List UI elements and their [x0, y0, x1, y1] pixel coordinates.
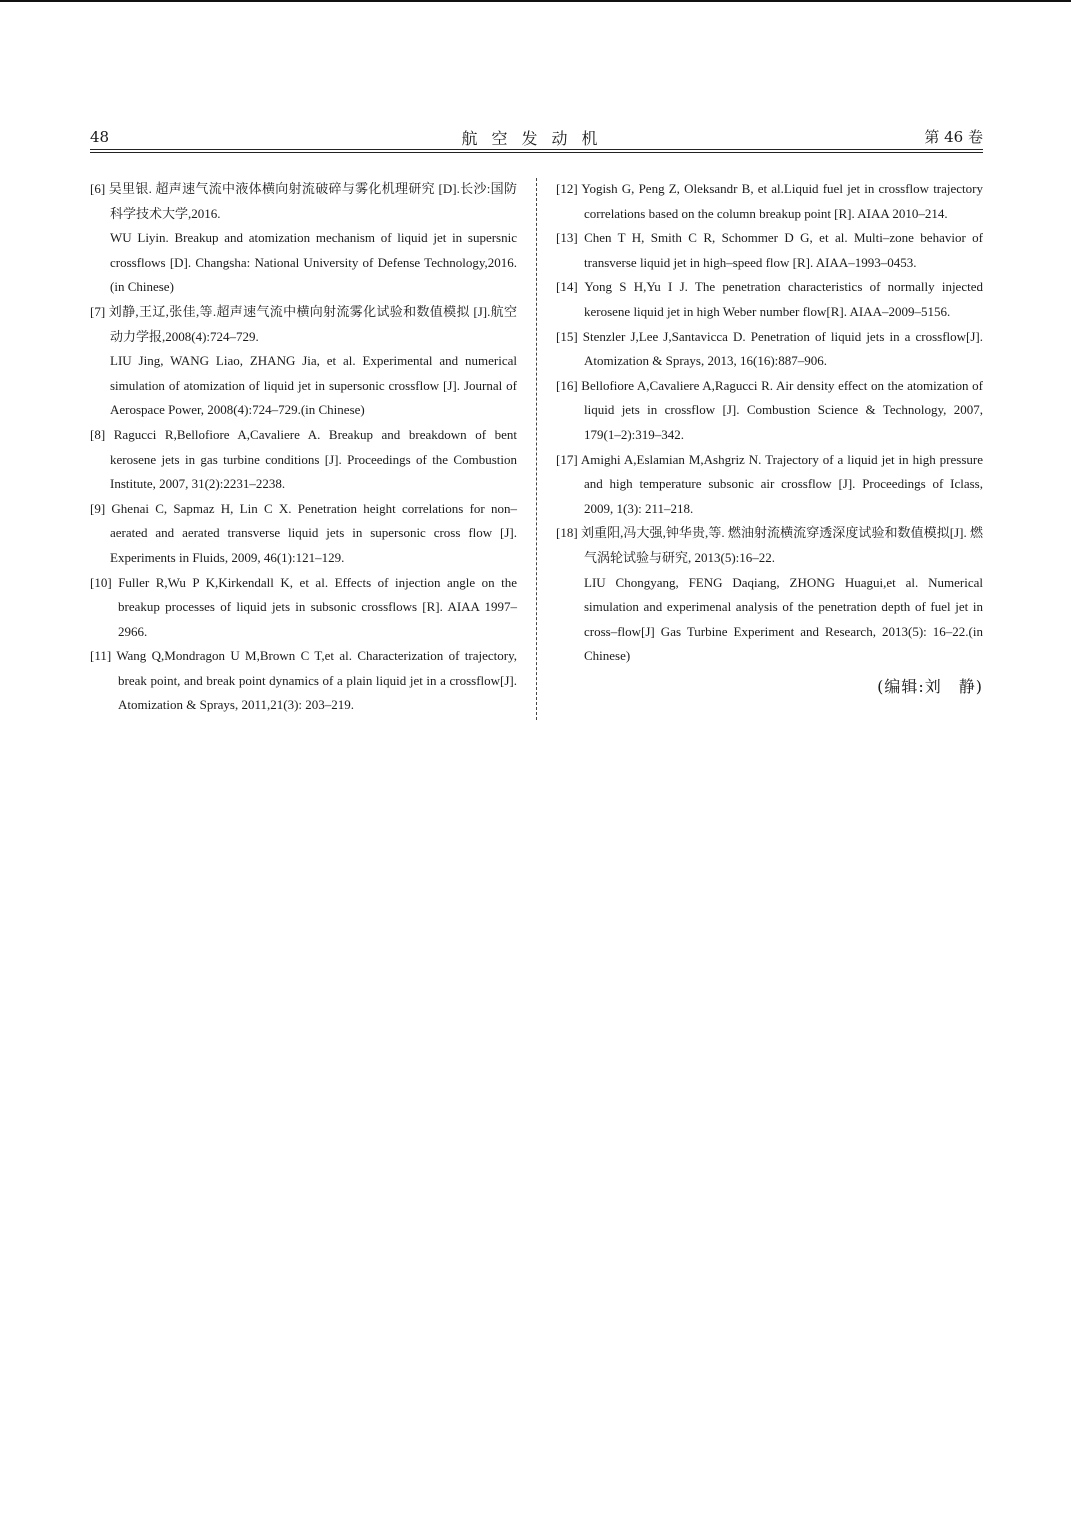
page-number: 48: [90, 128, 110, 146]
column-divider: [536, 178, 537, 720]
running-header: [90, 122, 983, 150]
volume-label: 第 46 卷: [924, 128, 983, 146]
ref-text: Yogish G, Peng Z, Oleksandr B, et al.Liquid fuel jet in crossflow trajectory correlations based on the column breakup point [R]. AIAA 2010–214.: [581, 181, 984, 221]
ref-number: [9]: [90, 500, 106, 516]
ref-english: LIU Chongyang, FENG Daqiang, ZHONG Huagui,et al. Numerical simulation and experimenal analysis of the penetration depth of fuel jet in cross–flow[J] Gas Turbine Experiment and Research, 2013(5): 16–22.(in Chinese): [584, 574, 983, 664]
header-rule-secondary: [90, 152, 983, 153]
references-left-column: [90, 177, 517, 718]
ref-text: Ragucci R,Bellofiore A,Cavaliere A. Breakup and breakdown of bent kerosene jets in gas turbine conditions [J]. Proceedings of the Combustion Institute, 2007, 31(2):2231–2238.: [110, 426, 517, 492]
reference-6: [90, 177, 517, 300]
ref-text: Chen T H, Smith C R, Schommer D G, et al. Multi–zone behavior of transverse liquid jet in high–speed flow [R]. AIAA–1993–0453.: [584, 230, 984, 270]
ref-number: [14]: [556, 279, 578, 295]
reference-7: [90, 300, 517, 423]
reference-18: [556, 521, 983, 669]
editor-note: (编辑:刘 静): [877, 676, 983, 696]
reference-8: [90, 423, 517, 497]
ref-text: Amighi A,Eslamian M,Ashgriz N. Trajectory of a liquid jet in high pressure and high temperature subsonic air crossflow [J]. Proceedings of Iclass, 2009, 1(3): 211–218.: [580, 451, 983, 516]
ref-number: [16]: [556, 377, 578, 393]
ref-text: Wang Q,Mondragon U M,Brown C T,et al. Characterization of trajectory, break point, and break point dynamics of a plain liquid jet in a crossflow[J]. Atomization & Sprays, 2011,21(3): 203–219.: [116, 648, 517, 713]
ref-number: [18]: [556, 525, 578, 541]
page-top-border: [0, 0, 1071, 2]
ref-number: [15]: [556, 328, 578, 344]
reference-16: [556, 374, 983, 448]
ref-english: LIU Jing, WANG Liao, ZHANG Jia, et al. Experimental and numerical simulation of atomization of liquid jet in supersonic crossflow [J]. Journal of Aerospace Power, 2008(4):724–729.(in Chinese): [110, 353, 517, 418]
ref-text: Fuller R,Wu P K,Kirkendall K, et al. Effects of injection angle on the breakup processes of liquid jets in subsonic crossflows [R]. AIAA 1997–2966.: [118, 574, 518, 639]
ref-text: Yong S H,Yu I J. The penetration characteristics of normally injected kerosene liquid jet in high Weber number flow[R]. AIAA–2009–5156.: [584, 279, 983, 319]
ref-number: [7]: [90, 303, 106, 319]
ref-number: [17]: [556, 451, 578, 467]
ref-number: [8]: [90, 426, 106, 442]
ref-text: Ghenai C, Sapmaz H, Lin C X. Penetration height correlations for non–aerated and aerated transverse liquid jets in supersonic cross flow [J]. Experiments in Fluids, 2009, 46(1):121–129.: [110, 500, 517, 565]
reference-14: [556, 275, 983, 324]
reference-15: [556, 325, 983, 374]
reference-12: [556, 177, 983, 226]
reference-13: [556, 226, 983, 275]
ref-english: WU Liyin. Breakup and atomization mechanism of liquid jet in supersnic crossflows [D]. Changsha: National University of Defense Technology,2016. (in Chinese): [110, 230, 517, 295]
reference-11: [90, 644, 517, 718]
ref-number: [13]: [556, 230, 578, 246]
ref-number: [10]: [90, 574, 112, 590]
header-rule: [90, 149, 983, 150]
references-right-column: [556, 177, 983, 699]
ref-text: 吴里银. 超声速气流中液体横向射流破碎与雾化机理研究 [D].长沙:国防科学技术大学,2016.: [108, 181, 517, 221]
ref-text: Stenzler J,Lee J,Santavicca D. Penetration of liquid jets in a crossflow[J]. Atomization & Sprays, 2013, 16(16):887–906.: [582, 328, 984, 369]
ref-number: [6]: [90, 181, 106, 196]
ref-text: Bellofiore A,Cavaliere A,Ragucci R. Air density effect on the atomization of liquid jets in crossflow [J]. Combustion Science & Technology, 2007, 179(1–2):319–342.: [581, 377, 983, 442]
journal-title: 航空发动机: [461, 129, 612, 148]
ref-text: 刘重阳,冯大强,钟华贵,等. 燃油射流横流穿透深度试验和数值模拟[J]. 燃气涡轮试验与研究, 2013(5):16–22.: [580, 525, 984, 565]
ref-number: [12]: [556, 181, 578, 196]
ref-text: 刘静,王辽,张佳,等.超声速气流中横向射流雾化试验和数值模拟 [J].航空动力学报,2008(4):724–729.: [108, 303, 518, 344]
reference-10: [90, 571, 517, 645]
ref-number: [11]: [90, 648, 112, 664]
reference-17: [556, 448, 983, 522]
reference-9: [90, 497, 517, 571]
